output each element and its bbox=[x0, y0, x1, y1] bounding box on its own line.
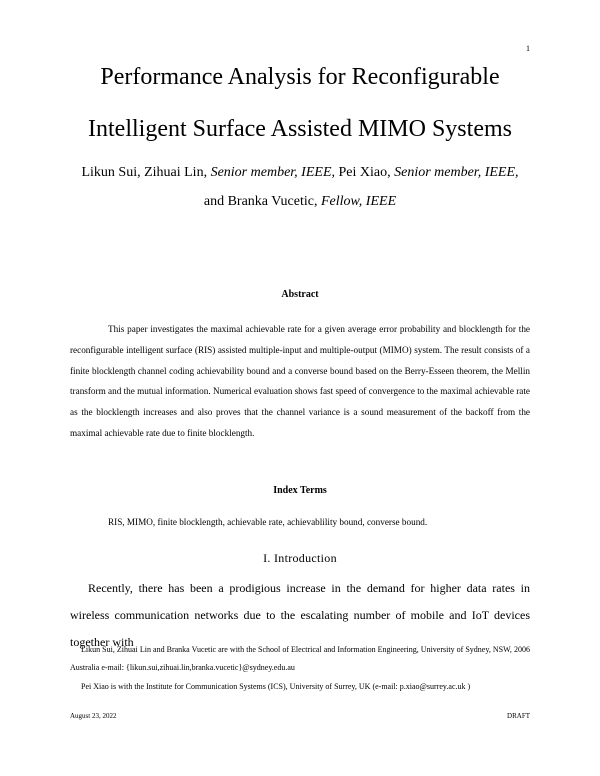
footer-draft: DRAFT bbox=[507, 712, 530, 720]
author-names-2: Pei Xiao, bbox=[335, 165, 395, 180]
author-role-2: Senior member, IEEE, bbox=[394, 165, 519, 180]
paper-title-line-2: Intelligent Surface Assisted MIMO Systems bbox=[88, 116, 512, 142]
paper-title-line-1: Performance Analysis for Reconfigurable bbox=[100, 64, 500, 90]
index-terms-heading: Index Terms bbox=[273, 485, 327, 496]
author-names-3: and Branka Vucetic, bbox=[203, 194, 321, 209]
author-role-3: Fellow, IEEE bbox=[320, 194, 397, 209]
page-number: 1 bbox=[526, 44, 530, 53]
index-terms-text: RIS, MIMO, finite blocklength, achievable rate, achievablility bound, converse bound. bbox=[108, 517, 428, 527]
author-line-1 bbox=[0, 165, 600, 181]
author-role-1: Senior member, IEEE, bbox=[210, 165, 335, 180]
author-names-1: Likun Sui, Zihuai Lin, bbox=[81, 165, 211, 180]
footnote-xiao-affiliation: Pei Xiao is with the Institute for Communication Systems (ICS), University of Surrey, UK (e-mail: p.xiao@surrey.ac.uk ) bbox=[81, 682, 471, 691]
footer-date: August 23, 2022 bbox=[70, 712, 117, 720]
footnote-authors-affiliation: Likun Sui, Zihuai Lin and Branka Vucetic are with the School of Electrical and Information Engineering, University of Sydney, NSW, 2006 Australia e-mail: {likun.sui,zihuai.lin,branka.vucetic}@sydney.edu.au bbox=[70, 645, 530, 672]
section-title: I. Introduction bbox=[263, 551, 337, 565]
abstract-text: This paper investigates the maximal achievable rate for a given average error probability and blocklength for the reconfigurable intelligent surface (RIS) assisted multiple-input and multiple-output (MIMO) system. The result consists of a finite blocklength channel coding achievability bound and a converse bound based on the Berry-Esseen theorem, the Mellin transform and the mutual information. Numerical evaluation shows fast speed of convergence to the maximal achievable rate as the blocklength increases and also proves that the channel variance is a sound measurement of the backoff from the maximal achievable rate due to finite blocklength. bbox=[70, 324, 530, 438]
abstract-heading: Abstract bbox=[281, 289, 319, 300]
author-line-2 bbox=[0, 194, 600, 210]
intro-paragraph: Recently, there has been a prodigious increase in the demand for higher data rates in wireless communication networks due to the escalating number of mobile and IoT devices together with bbox=[70, 581, 530, 649]
